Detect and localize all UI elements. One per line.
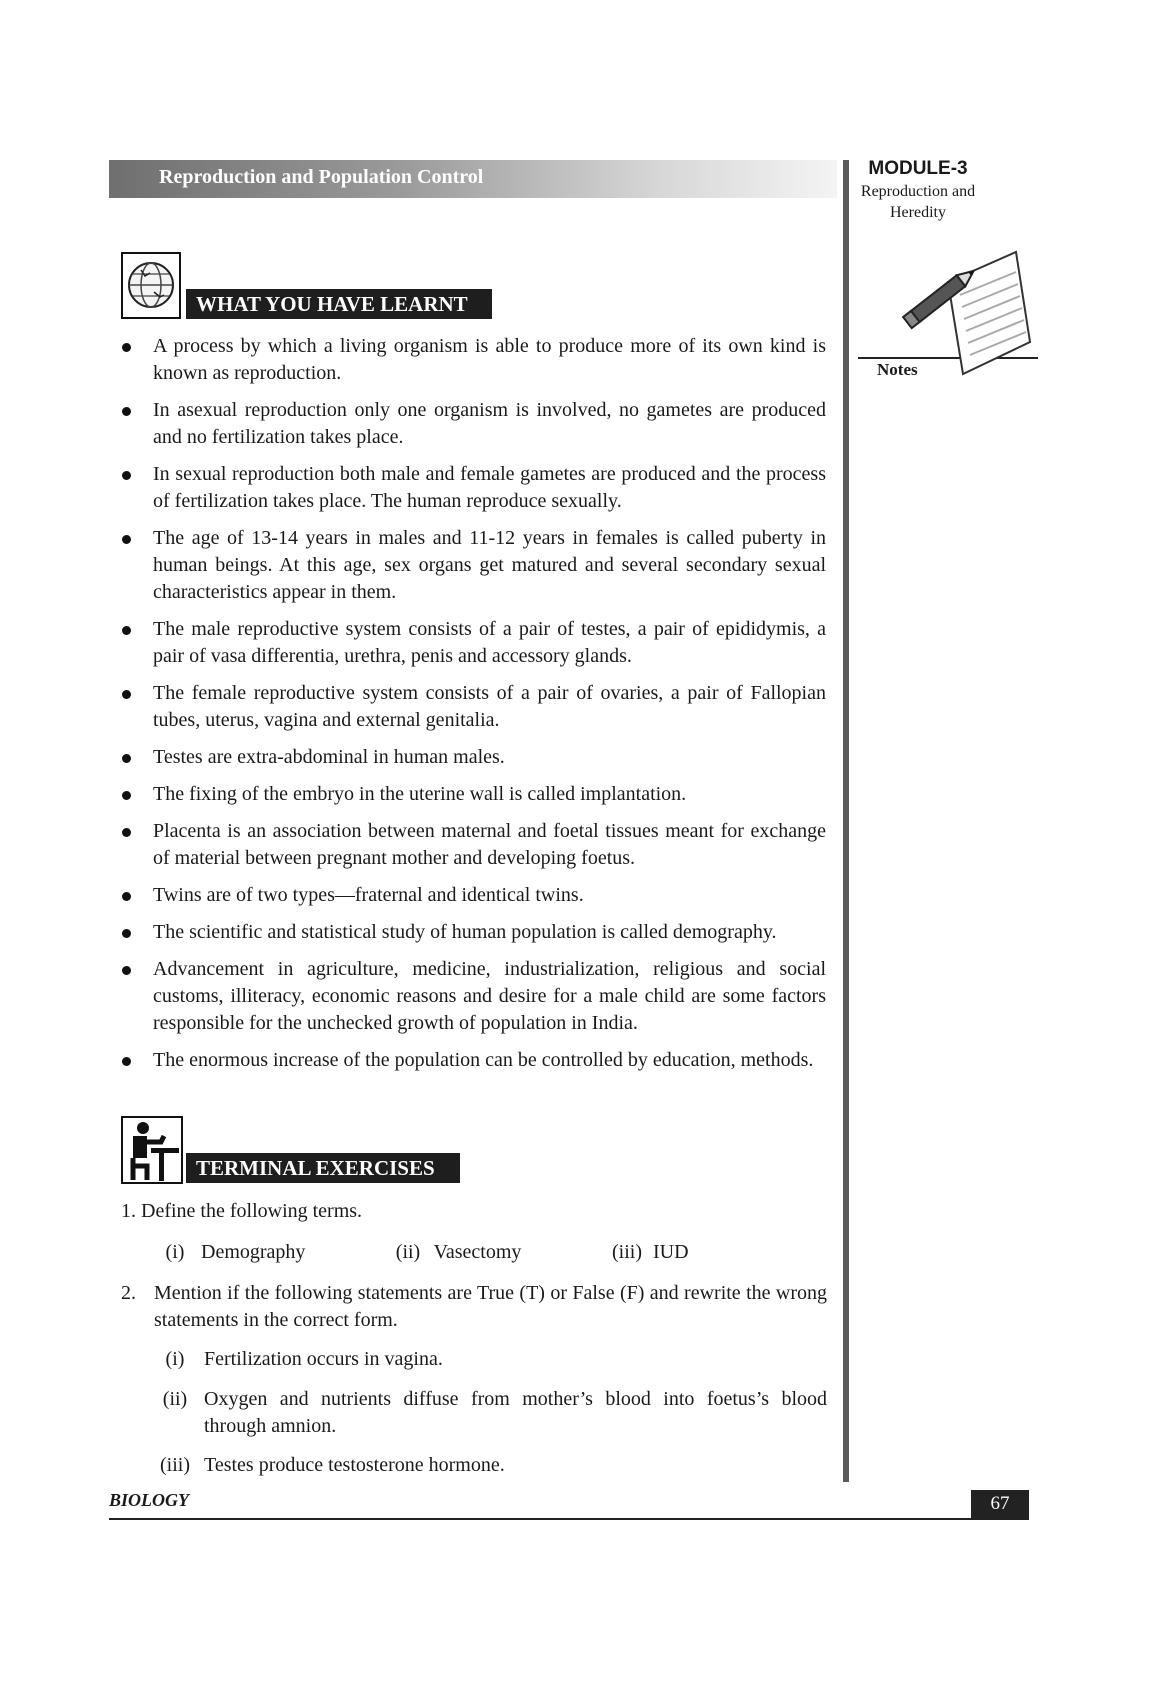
term-number: (ii) [395,1241,421,1263]
page-number: 67 [971,1490,1029,1518]
statement-number: (iii) [160,1454,190,1476]
statement-number: (i) [165,1348,185,1370]
list-item: The age of 13-14 years in males and 11-12 years in females is called puberty in human beings. At this age, sex organs get matured and several secondary sexual characteristics appear in them. [120,525,826,606]
list-item: Placenta is an association between maternal and foetal tissues meant for exchange of material between pregnant mother and developing foetus. [120,818,826,872]
term-text: Vasectomy [433,1241,522,1263]
chapter-title: Reproduction and Population Control [159,166,484,188]
list-item: The male reproductive system consists of a pair of testes, a pair of epididymis, a pair of vasa differentia, urethra, penis and accessory glands. [120,616,826,670]
list-item: Advancement in agriculture, medicine, industrialization, religious and social customs, illiteracy, economic reasons and desire for a male child are some factors responsible for the unchecked growth of population in India. [120,956,826,1037]
statement-text: Testes produce testosterone hormone. [204,1454,505,1476]
list-item: Twins are of two types—fraternal and identical twins. [120,882,826,909]
exercises-section-title: TERMINAL EXERCISES [186,1153,460,1183]
question-2 [121,1280,827,1334]
module-subtitle-line1: Reproduction and [860,183,976,200]
list-item: The fixing of the embryo in the uterine wall is called implantation. [120,781,826,808]
globe-icon [121,252,181,319]
list-item: The scientific and statistical study of human population is called demography. [120,919,826,946]
term-item [387,1239,521,1266]
question-1: 1. Define the following terms. [121,1200,363,1222]
term-item [606,1239,689,1266]
term-number: (iii) [612,1241,642,1263]
list-item: The female reproductive system consists of a pair of ovaries, a pair of Fallopian tubes, uterus, vagina and external genitalia. [120,680,826,734]
list-item: The enormous increase of the population can be controlled by education, methods. [120,1047,826,1074]
term-number: (i) [165,1241,185,1263]
footer-rule [109,1518,1029,1520]
term-item [154,1239,305,1266]
list-item: In asexual reproduction only one organism is involved, no gametes are produced and no fertilization takes place. [120,397,826,451]
question-text: Mention if the following statements are True (T) or False (F) and rewrite the wrong statements in the correct form. [154,1282,827,1331]
learnt-section-title: WHAT YOU HAVE LEARNT [186,289,492,319]
term-text: IUD [653,1241,689,1263]
term-text: Demography [201,1241,306,1263]
list-item: Testes are extra-abdominal in human males. [120,744,826,771]
learnt-list [120,333,826,1084]
question-number: 2. [121,1282,136,1304]
module-subtitle-line2: Heredity [890,204,946,221]
margin-rule [843,160,849,1482]
statement-number: (ii) [162,1388,188,1410]
chapter-header-bar [109,160,837,198]
statement-text: Oxygen and nutrients diffuse from mother’s blood into foetus’s blood through amnion. [204,1388,827,1437]
statement-text: Fertilization occurs in vagina. [204,1348,443,1370]
student-desk-icon [121,1116,183,1184]
module-subtitle [850,181,986,223]
module-label: MODULE-3 [868,158,968,179]
footer-subject: BIOLOGY [109,1490,189,1510]
list-item: A process by which a living organism is able to produce more of its own kind is known as reproduction. [120,333,826,387]
list-item: In sexual reproduction both male and female gametes are produced and the process of fertilization takes place. The human reproduce sexually. [120,461,826,515]
notes-label: Notes [877,360,918,379]
